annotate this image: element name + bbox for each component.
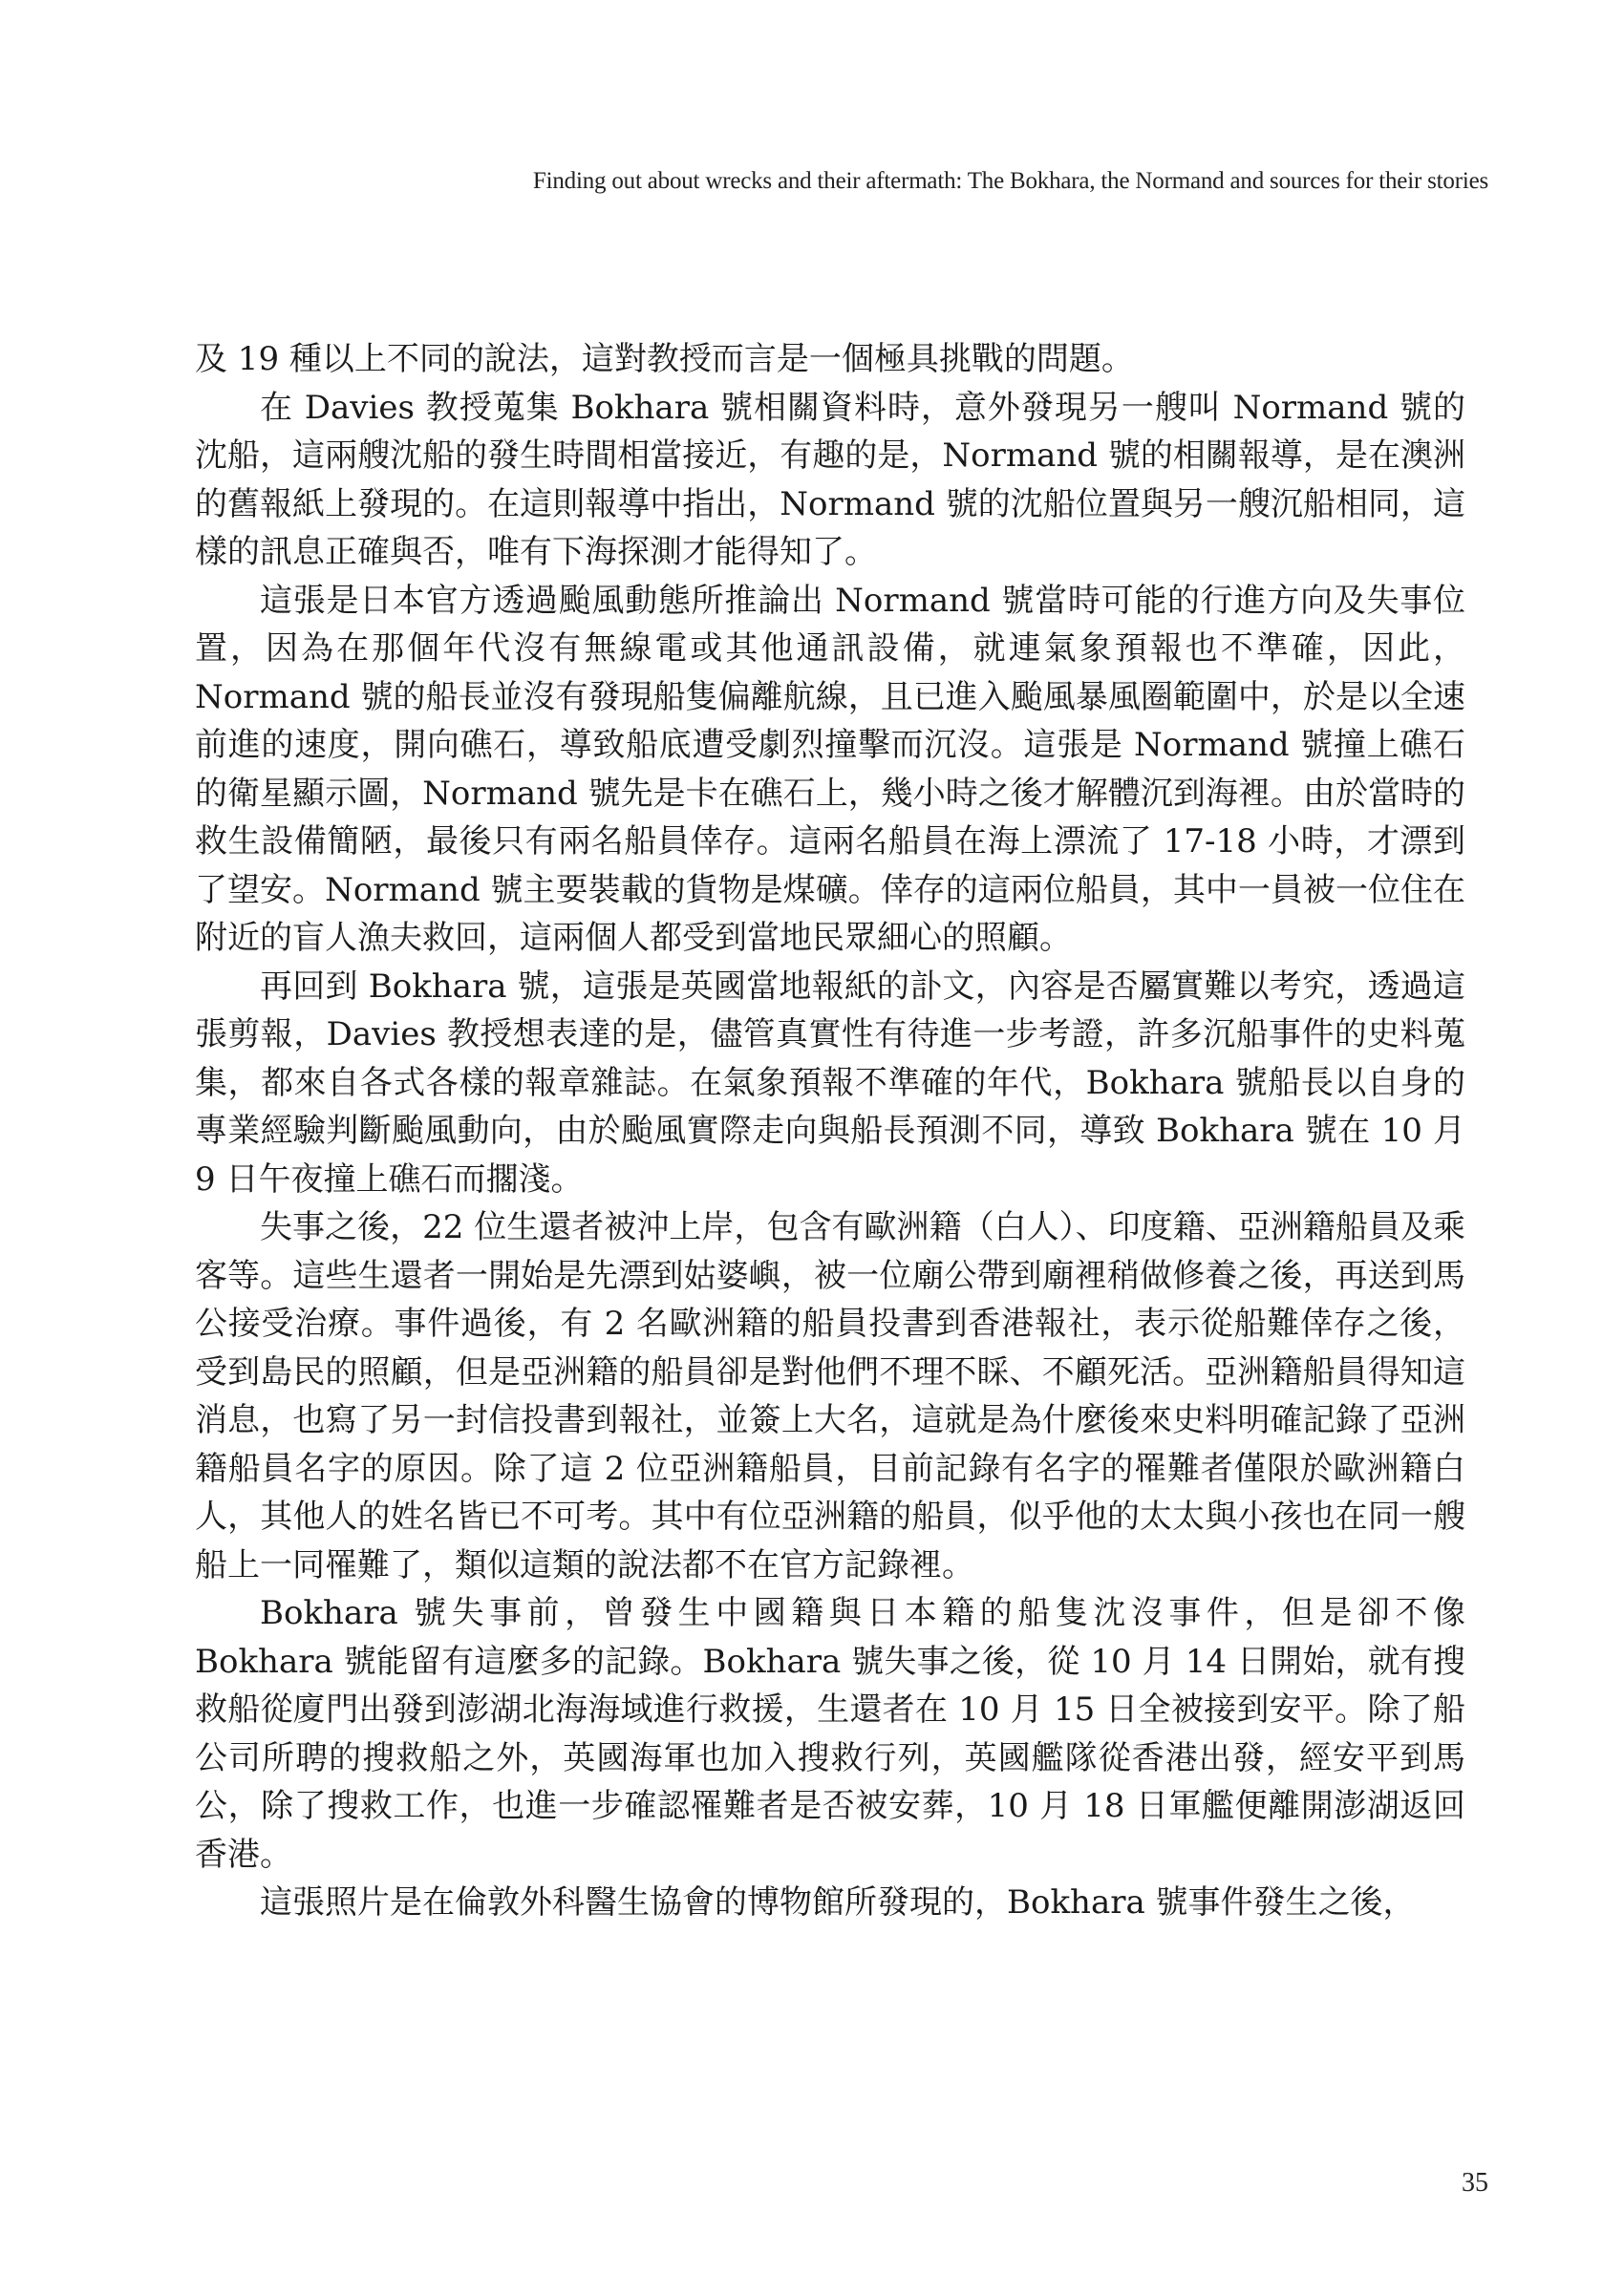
running-header: Finding out about wrecks and their aftermath: The Bokhara, the Normand and sources for their stories <box>532 168 1488 194</box>
paragraph-normand-discovery: 在 Davies 教授蒐集 Bokhara 號相關資料時，意外發現另一艘叫 Normand 號的沈船，這兩艘沈船的發生時間相當接近，有趣的是，Normand 號的相關報導，是在澳洲的舊報紙上發現的。在這則報導中指出，Normand 號的沈船位置與另一艘沉船相同，這樣的訊息正確與否，唯有下海探測才能得知了。 <box>195 388 1465 571</box>
paragraph-continuation: 及 19 種以上不同的說法，這對教授而言是一個極具挑戰的問題。 <box>195 340 1134 378</box>
paragraph-survivors: 失事之後，22 位生還者被沖上岸，包含有歐洲籍（白人）、印度籍、亞洲籍船員及乘客等。這些生還者一開始是先漂到姑婆嶼，被一位廟公帶到廟裡稍做修養之後，再送到馬公接受治療。事件過後，有 2 名歐洲籍的船員投書到香港報社，表示從船難倖存之後，受到島民的照顧，但是亞洲籍的船員卻是對他們不理不睬、不顧死活。亞洲籍船員得知這消息，也寫了另一封信投書到報社，並簽上大名，這就是為什麼後來史料明確記錄了亞洲籍船員名字的原因。除了這 2 位亞洲籍船員，目前記錄有名字的罹難者僅限於歐洲籍白人，其他人的姓名皆已不可考。其中有位亞洲籍的船員，似乎他的太太與小孩也在同一艘船上一同罹難了，類似這類的說法都不在官方記錄裡。 <box>195 1208 1465 1584</box>
paragraph-photo: 這張照片是在倫敦外科醫生協會的博物館所發現的，Bokhara 號事件發生之後， <box>260 1883 1416 1922</box>
page-number: 35 <box>1462 2168 1488 2198</box>
paragraph-normand-wreck: 這張是日本官方透過颱風動態所推論出 Normand 號當時可能的行進方向及失事位置，因為在那個年代沒有無線電或其他通訊設備，就連氣象預報也不準確，因此，Normand 號的船長並沒有發現船隻偏離航線，且已進入颱風暴風圈範圍中，於是以全速前進的速度，開向礁石，導致船底遭受劇烈撞擊而沉沒。這張是 Normand 號撞上礁石的衛星顯示圖，Normand 號先是卡在礁石上，幾小時之後才解體沉到海裡。由於當時的救生設備簡陋，最後只有兩名船員倖存。這兩名船員在海上漂流了 17-18 小時，才漂到了望安。Normand 號主要裝載的貨物是煤礦。倖存的這兩位船員，其中一員被一位住在附近的盲人漁夫救回，這兩個人都受到當地民眾細心的照顧。 <box>195 581 1465 957</box>
paragraph-rescue: Bokhara 號失事前，曾發生中國籍與日本籍的船隻沈沒事件，但是卻不像 Bokhara 號能留有這麼多的記錄。Bokhara 號失事之後，從 10 月 14 日開始，就有搜救船從廈門出發到澎湖北海海域進行救援，生還者在 10 月 15 日全被接到安平。除了船公司所聘的搜救船之外，英國海軍也加入搜救行列，英國艦隊從香港出發，經安平到馬公，除了搜救工作，也進一步確認罹難者是否被安葬，10 月 18 日軍艦便離開澎湖返回香港。 <box>195 1594 1465 1874</box>
paragraph-bokhara-obituary: 再回到 Bokhara 號，這張是英國當地報紙的訃文，內容是否屬實難以考究，透過這張剪報，Davies 教授想表達的是，儘管真實性有待進一步考證，許多沉船事件的史料蒐集，都來自各式各樣的報章雜誌。在氣象預報不準確的年代，Bokhara 號船長以自身的專業經驗判斷颱風動向，由於颱風實際走向與船長預測不同，導致 Bokhara 號在 10 月 9 日午夜撞上礁石而擱淺。 <box>195 967 1465 1199</box>
body-text <box>195 335 1465 1927</box>
